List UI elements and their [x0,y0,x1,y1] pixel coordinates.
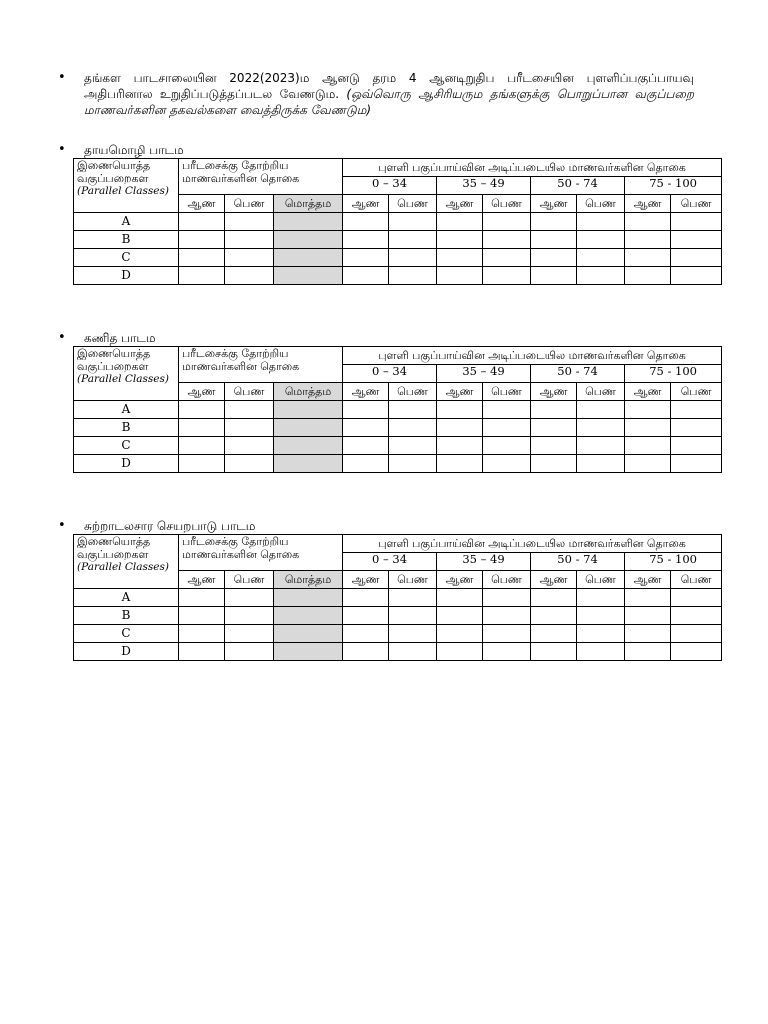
data-cell[interactable] [225,589,274,607]
data-cell[interactable] [577,455,625,473]
data-cell[interactable] [531,625,577,643]
class-label: D [74,643,179,661]
female-header: பெண [671,195,722,213]
range-header: 50 - 74 [531,365,625,383]
data-cell[interactable] [179,267,225,285]
female-header: பெண [577,195,625,213]
data-cell[interactable] [437,231,483,249]
table-row [74,625,722,643]
data-cell[interactable] [389,213,437,231]
data-cell[interactable] [531,249,577,267]
female-header: பெண [671,383,722,401]
intro-text: தங்கள பாடசாலையின 2022(2023)ம ஆனடு தரம 4 ஆனடிறுதிப பரீடசையின புளளிப்பகுப்பாயவு அதிபரினால உறுதிப்படுத்தப்படல வேணடும. [84,71,694,101]
data-cell[interactable] [389,625,437,643]
data-cell[interactable] [671,607,722,625]
total-header: மொத்தம [274,383,343,401]
marks-distribution-header: புளளி பகுப்பாய்வின அடிப்படையில மாணவர்களின தொகை [343,159,722,177]
data-cell[interactable] [274,231,343,249]
data-cell[interactable] [577,231,625,249]
range-header: 0 – 34 [343,365,437,383]
data-cell[interactable] [625,401,671,419]
data-cell[interactable] [671,589,722,607]
data-cell[interactable] [343,625,389,643]
data-cell[interactable] [483,437,531,455]
section-title: தாயமொழி பாடம [84,143,184,157]
data-cell[interactable] [389,607,437,625]
data-cell[interactable] [179,401,225,419]
data-cell[interactable] [225,267,274,285]
data-cell[interactable] [225,437,274,455]
data-cell[interactable] [225,419,274,437]
bullet-icon: • [58,330,66,345]
male-header: ஆண [437,571,483,589]
data-cell[interactable] [671,643,722,661]
male-header: ஆண [343,571,389,589]
parallel-classes-header [74,347,179,401]
data-cell[interactable] [225,401,274,419]
data-cell[interactable] [343,589,389,607]
data-cell[interactable] [179,419,225,437]
table-row [74,419,722,437]
male-header: ஆண [179,383,225,401]
range-header: 50 - 74 [531,553,625,571]
parallel-classes-label: இணையொத்த வகுப்பறைகள [77,535,151,561]
female-header: பெண [389,383,437,401]
data-cell[interactable] [531,231,577,249]
data-cell[interactable] [274,213,343,231]
data-cell[interactable] [343,419,389,437]
male-header: ஆண [625,383,671,401]
table-row [74,643,722,661]
sat-count-header: பரீடசைக்கு தோற்றிய மாணவர்களின தொகை [179,159,343,195]
male-header: ஆண [531,571,577,589]
data-cell[interactable] [389,455,437,473]
data-cell[interactable] [274,643,343,661]
data-cell[interactable] [274,589,343,607]
data-cell[interactable] [274,267,343,285]
data-cell[interactable] [179,643,225,661]
table-row [74,437,722,455]
data-cell[interactable] [437,607,483,625]
male-header: ஆண [179,195,225,213]
data-cell[interactable] [577,589,625,607]
data-cell[interactable] [225,249,274,267]
range-header: 50 - 74 [531,177,625,195]
data-cell[interactable] [625,455,671,473]
table-row [74,267,722,285]
data-cell[interactable] [389,643,437,661]
data-cell[interactable] [483,607,531,625]
results-table [73,534,722,661]
section-title-row [58,330,156,346]
male-header: ஆண [343,195,389,213]
bullet-icon: • [58,518,66,533]
intro-italic-note: (ஒவ்வொரு ஆசிரியரும தங்களுக்கு பொறுப்பான வகுப்பறை மாணவர்களின தகவல்களை வைத்திருக்க வேணடும) [84,87,694,117]
data-cell[interactable] [625,267,671,285]
parallel-classes-en: (Parallel Classes) [77,185,169,197]
data-cell[interactable] [483,625,531,643]
female-header: பெண [225,383,274,401]
range-header: 0 – 34 [343,553,437,571]
section-title-row [58,518,255,534]
data-cell[interactable] [225,213,274,231]
data-cell[interactable] [483,643,531,661]
data-cell[interactable] [625,213,671,231]
data-cell[interactable] [389,401,437,419]
data-cell[interactable] [671,213,722,231]
table-row [74,249,722,267]
data-cell[interactable] [531,401,577,419]
data-cell[interactable] [389,419,437,437]
data-cell[interactable] [577,437,625,455]
data-cell[interactable] [577,419,625,437]
data-cell[interactable] [225,607,274,625]
data-cell[interactable] [343,213,389,231]
data-cell[interactable] [437,249,483,267]
data-cell[interactable] [625,419,671,437]
female-header: பெண [577,571,625,589]
male-header: ஆண [343,383,389,401]
data-cell[interactable] [531,589,577,607]
bullet-icon: • [58,142,66,157]
data-cell[interactable] [625,625,671,643]
data-cell[interactable] [483,455,531,473]
data-cell[interactable] [483,213,531,231]
data-cell[interactable] [483,267,531,285]
marks-distribution-header: புளளி பகுப்பாய்வின அடிப்படையில மாணவர்களின தொகை [343,535,722,553]
range-header: 0 – 34 [343,177,437,195]
data-cell[interactable] [389,267,437,285]
section-title: கணித பாடம [84,331,156,345]
data-cell[interactable] [625,249,671,267]
female-header: பெண [483,383,531,401]
data-cell[interactable] [483,249,531,267]
class-label: A [74,213,179,231]
data-cell[interactable] [577,643,625,661]
range-header: 75 - 100 [625,365,722,383]
data-cell[interactable] [671,455,722,473]
section-title-row [58,142,184,158]
data-cell[interactable] [343,437,389,455]
data-cell[interactable] [577,249,625,267]
female-header: பெண [483,571,531,589]
data-cell[interactable] [531,213,577,231]
class-label: D [74,455,179,473]
parallel-classes-label: இணையொத்த வகுப்பறைகள [77,347,151,373]
data-cell[interactable] [179,625,225,643]
class-label: A [74,589,179,607]
parallel-classes-header [74,159,179,213]
data-cell[interactable] [274,607,343,625]
data-cell[interactable] [343,401,389,419]
parallel-classes-header [74,535,179,589]
data-cell[interactable] [483,419,531,437]
sat-count-header: பரீடசைக்கு தோற்றிய மாணவர்களின தொகை [179,535,343,571]
class-label: B [74,419,179,437]
data-cell[interactable] [671,249,722,267]
section-title: சுற்றாடலசார செயறபாடு பாடம [84,519,256,533]
data-cell[interactable] [531,643,577,661]
range-header: 35 – 49 [437,553,531,571]
data-cell[interactable] [274,455,343,473]
results-table [73,346,722,473]
data-cell[interactable] [389,589,437,607]
female-header: பெண [389,571,437,589]
data-cell[interactable] [179,249,225,267]
class-label: B [74,231,179,249]
range-header: 75 - 100 [625,553,722,571]
bullet-icon: • [58,70,66,85]
male-header: ஆண [531,195,577,213]
data-cell[interactable] [343,455,389,473]
data-cell[interactable] [437,437,483,455]
data-cell[interactable] [389,249,437,267]
data-cell[interactable] [483,401,531,419]
male-header: ஆண [179,571,225,589]
parallel-classes-label: இணையொத்த வகுப்பறைகள [77,159,151,185]
data-cell[interactable] [225,625,274,643]
table-row [74,401,722,419]
total-header: மொத்தம [274,571,343,589]
data-cell[interactable] [483,589,531,607]
female-header: பெண [225,571,274,589]
results-table [73,158,722,285]
data-cell[interactable] [179,589,225,607]
intro-paragraph [58,70,694,118]
female-header: பெண [225,195,274,213]
data-cell[interactable] [437,643,483,661]
data-cell[interactable] [179,231,225,249]
data-cell[interactable] [531,267,577,285]
data-cell[interactable] [179,437,225,455]
data-cell[interactable] [437,267,483,285]
data-cell[interactable] [577,213,625,231]
marks-distribution-header: புளளி பகுப்பாய்வின அடிப்படையில மாணவர்களின தொகை [343,347,722,365]
data-cell[interactable] [531,455,577,473]
data-cell[interactable] [343,249,389,267]
range-header: 75 - 100 [625,177,722,195]
data-cell[interactable] [437,213,483,231]
class-label: C [74,437,179,455]
data-cell[interactable] [577,625,625,643]
class-label: C [74,625,179,643]
data-cell[interactable] [225,455,274,473]
data-cell[interactable] [483,231,531,249]
data-cell[interactable] [274,419,343,437]
data-cell[interactable] [531,437,577,455]
female-header: பெண [671,571,722,589]
data-cell[interactable] [437,625,483,643]
data-cell[interactable] [389,437,437,455]
sat-count-header: பரீடசைக்கு தோற்றிய மாணவர்களின தொகை [179,347,343,383]
range-header: 35 – 49 [437,177,531,195]
data-cell[interactable] [437,455,483,473]
data-cell[interactable] [179,607,225,625]
data-cell[interactable] [179,455,225,473]
data-cell[interactable] [225,231,274,249]
data-cell[interactable] [671,267,722,285]
data-cell[interactable] [625,607,671,625]
parallel-classes-en: (Parallel Classes) [77,373,169,385]
data-cell[interactable] [274,437,343,455]
data-cell[interactable] [343,643,389,661]
female-header: பெண [577,383,625,401]
data-cell[interactable] [577,401,625,419]
data-cell[interactable] [437,401,483,419]
table-row [74,231,722,249]
class-label: B [74,607,179,625]
data-cell[interactable] [625,643,671,661]
parallel-classes-en: (Parallel Classes) [77,561,169,573]
range-header: 35 – 49 [437,365,531,383]
data-cell[interactable] [531,419,577,437]
total-header: மொத்தம [274,195,343,213]
data-cell[interactable] [274,249,343,267]
table-row [74,607,722,625]
data-cell[interactable] [671,401,722,419]
data-cell[interactable] [671,231,722,249]
data-cell[interactable] [179,213,225,231]
data-cell[interactable] [274,625,343,643]
female-header: பெண [389,195,437,213]
data-cell[interactable] [343,231,389,249]
male-header: ஆண [437,195,483,213]
data-cell[interactable] [671,625,722,643]
class-label: A [74,401,179,419]
data-cell[interactable] [389,231,437,249]
male-header: ஆண [437,383,483,401]
male-header: ஆண [625,571,671,589]
data-cell[interactable] [577,267,625,285]
data-cell[interactable] [225,643,274,661]
data-cell[interactable] [274,401,343,419]
table-row [74,589,722,607]
class-label: D [74,267,179,285]
data-cell[interactable] [625,437,671,455]
data-cell[interactable] [671,419,722,437]
data-cell[interactable] [437,419,483,437]
data-cell[interactable] [625,589,671,607]
data-cell[interactable] [577,607,625,625]
male-header: ஆண [531,383,577,401]
table-row [74,455,722,473]
data-cell[interactable] [671,437,722,455]
data-cell[interactable] [531,607,577,625]
data-cell[interactable] [343,607,389,625]
data-cell[interactable] [437,589,483,607]
female-header: பெண [483,195,531,213]
class-label: C [74,249,179,267]
table-row [74,213,722,231]
data-cell[interactable] [343,267,389,285]
data-cell[interactable] [625,231,671,249]
male-header: ஆண [625,195,671,213]
